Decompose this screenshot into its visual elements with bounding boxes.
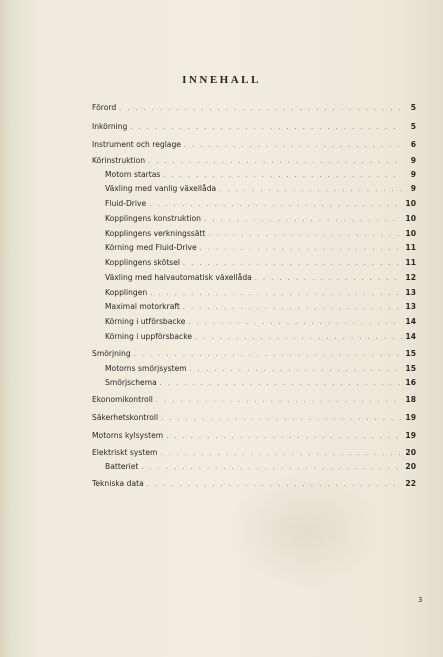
toc-entry-page: 9 (410, 170, 416, 179)
toc-entry-label: Körning i uppförsbacke (105, 332, 193, 341)
toc-leader-dots (195, 332, 402, 343)
toc-leader-dots (184, 140, 402, 151)
toc-entry-page: 5 (410, 103, 416, 112)
toc-subentry (105, 316, 416, 327)
toc-subentry (105, 377, 416, 388)
toc-entry-page: 5 (410, 122, 416, 131)
page-number: 3 (418, 596, 423, 604)
toc-entry (92, 155, 416, 166)
toc-entry-page: 18 (405, 395, 416, 404)
toc-entry-page: 14 (405, 317, 416, 326)
toc-entry (92, 121, 416, 132)
toc-entry-page: 10 (405, 229, 416, 238)
toc-entry-page: 22 (405, 479, 416, 488)
toc-subentry (105, 272, 416, 283)
toc-entry-page: 9 (410, 184, 416, 193)
toc-entry-page: 13 (405, 302, 416, 311)
toc-entry (92, 430, 416, 441)
toc-leader-dots (130, 122, 402, 133)
toc-entry-label: Ekonomikontroll (92, 395, 153, 404)
toc-entry (92, 139, 416, 150)
toc-leader-dots (161, 413, 402, 424)
toc-entry-label: Elektriskt system (92, 448, 158, 457)
toc-leader-dots (156, 395, 402, 406)
toc-entry-label: Körning i utförsbacke (105, 317, 186, 326)
toc-subentry (105, 301, 416, 312)
toc-subentry (105, 228, 416, 239)
toc-entry-page: 19 (405, 431, 416, 440)
toc-entry-label: Säkerhetskontroll (92, 413, 159, 422)
toc-leader-dots (119, 103, 402, 114)
toc-subentry (105, 461, 416, 472)
toc-entry-label: Smörjschema (105, 378, 157, 387)
toc-leader-dots (141, 462, 402, 473)
toc-entry-label: Kopplingen (105, 288, 148, 297)
toc-entry-page: 11 (405, 243, 416, 252)
toc-leader-dots (183, 258, 402, 269)
toc-entry-page: 19 (405, 413, 416, 422)
toc-entry-label: Fluid-Drive (105, 199, 147, 208)
toc-entry-page: 13 (405, 288, 416, 297)
toc-subentry (105, 257, 416, 268)
page-title: INNEHALL (182, 74, 261, 86)
toc-leader-dots (148, 156, 402, 167)
toc-entry (92, 394, 416, 405)
toc-entry-page: 20 (405, 448, 416, 457)
toc-leader-dots (188, 317, 402, 328)
toc-leader-dots (160, 448, 402, 459)
toc-entry-label: Kopplingens verkningssätt (105, 229, 206, 238)
toc-entry-label: Instrument och reglage (92, 140, 181, 149)
toc-subentry (105, 169, 416, 180)
toc-entry-page: 15 (405, 364, 416, 373)
toc-entry-label: Körinstruktion (92, 156, 146, 165)
toc-subentry (105, 213, 416, 224)
toc-entry-page: 11 (405, 258, 416, 267)
toc-entry-page: 10 (405, 199, 416, 208)
toc-subentry (105, 363, 416, 374)
toc-leader-dots (219, 184, 402, 195)
toc-entry-label: Motorns smörjsystem (105, 364, 187, 373)
toc-entry-page: 10 (405, 214, 416, 223)
toc-leader-dots (160, 378, 402, 389)
toc-leader-dots (204, 214, 402, 225)
toc-leader-dots (183, 302, 402, 313)
toc-entry (92, 412, 416, 423)
toc-entry-label: Växling med vanlig växellåda (105, 184, 217, 193)
toc-entry-label: Maximal motorkraft (105, 302, 180, 311)
toc-leader-dots (190, 364, 402, 375)
toc-entry (92, 348, 416, 359)
toc-leader-dots (163, 170, 402, 181)
toc-leader-dots (150, 288, 402, 299)
toc-entry-label: Smörjning (92, 349, 131, 358)
toc-entry-page: 9 (410, 156, 416, 165)
toc-leader-dots (255, 273, 402, 284)
toc-leader-dots (208, 229, 402, 240)
toc-entry-page: 15 (405, 349, 416, 358)
toc-entry-page: 6 (410, 140, 416, 149)
toc-leader-dots (134, 349, 402, 360)
toc-entry-label: Tekniska data (92, 479, 144, 488)
toc-entry-label: Växling med halvautomatisk växellåda (105, 273, 252, 282)
toc-subentry (105, 183, 416, 194)
toc-subentry (105, 198, 416, 209)
toc-entry-label: Motorns kylsystem (92, 431, 164, 440)
toc-subentry (105, 331, 416, 342)
toc-entry-label: Körning med Fluid-Drive (105, 243, 197, 252)
toc-leader-dots (147, 479, 402, 490)
toc-entry-page: 14 (405, 332, 416, 341)
toc-entry (92, 447, 416, 458)
toc-entry-label: Kopplingens konstruktion (105, 214, 201, 223)
toc-entry-page: 20 (405, 462, 416, 471)
toc-subentry (105, 242, 416, 253)
toc-entry-label: Förord (92, 103, 117, 112)
toc-entry-page: 12 (405, 273, 416, 282)
toc-leader-dots (149, 199, 402, 210)
toc-leader-dots (166, 431, 402, 442)
toc-entry-label: Motorn startas (105, 170, 161, 179)
toc-entry (92, 478, 416, 489)
toc-entry-label: Batteriet (105, 462, 139, 471)
toc-subentry (105, 287, 416, 298)
toc-leader-dots (200, 243, 402, 254)
toc-entry-label: Inkörning (92, 122, 128, 131)
toc-entry-page: 16 (405, 378, 416, 387)
toc-entry-label: Kopplingens skötsel (105, 258, 181, 267)
toc-entry (92, 102, 416, 113)
